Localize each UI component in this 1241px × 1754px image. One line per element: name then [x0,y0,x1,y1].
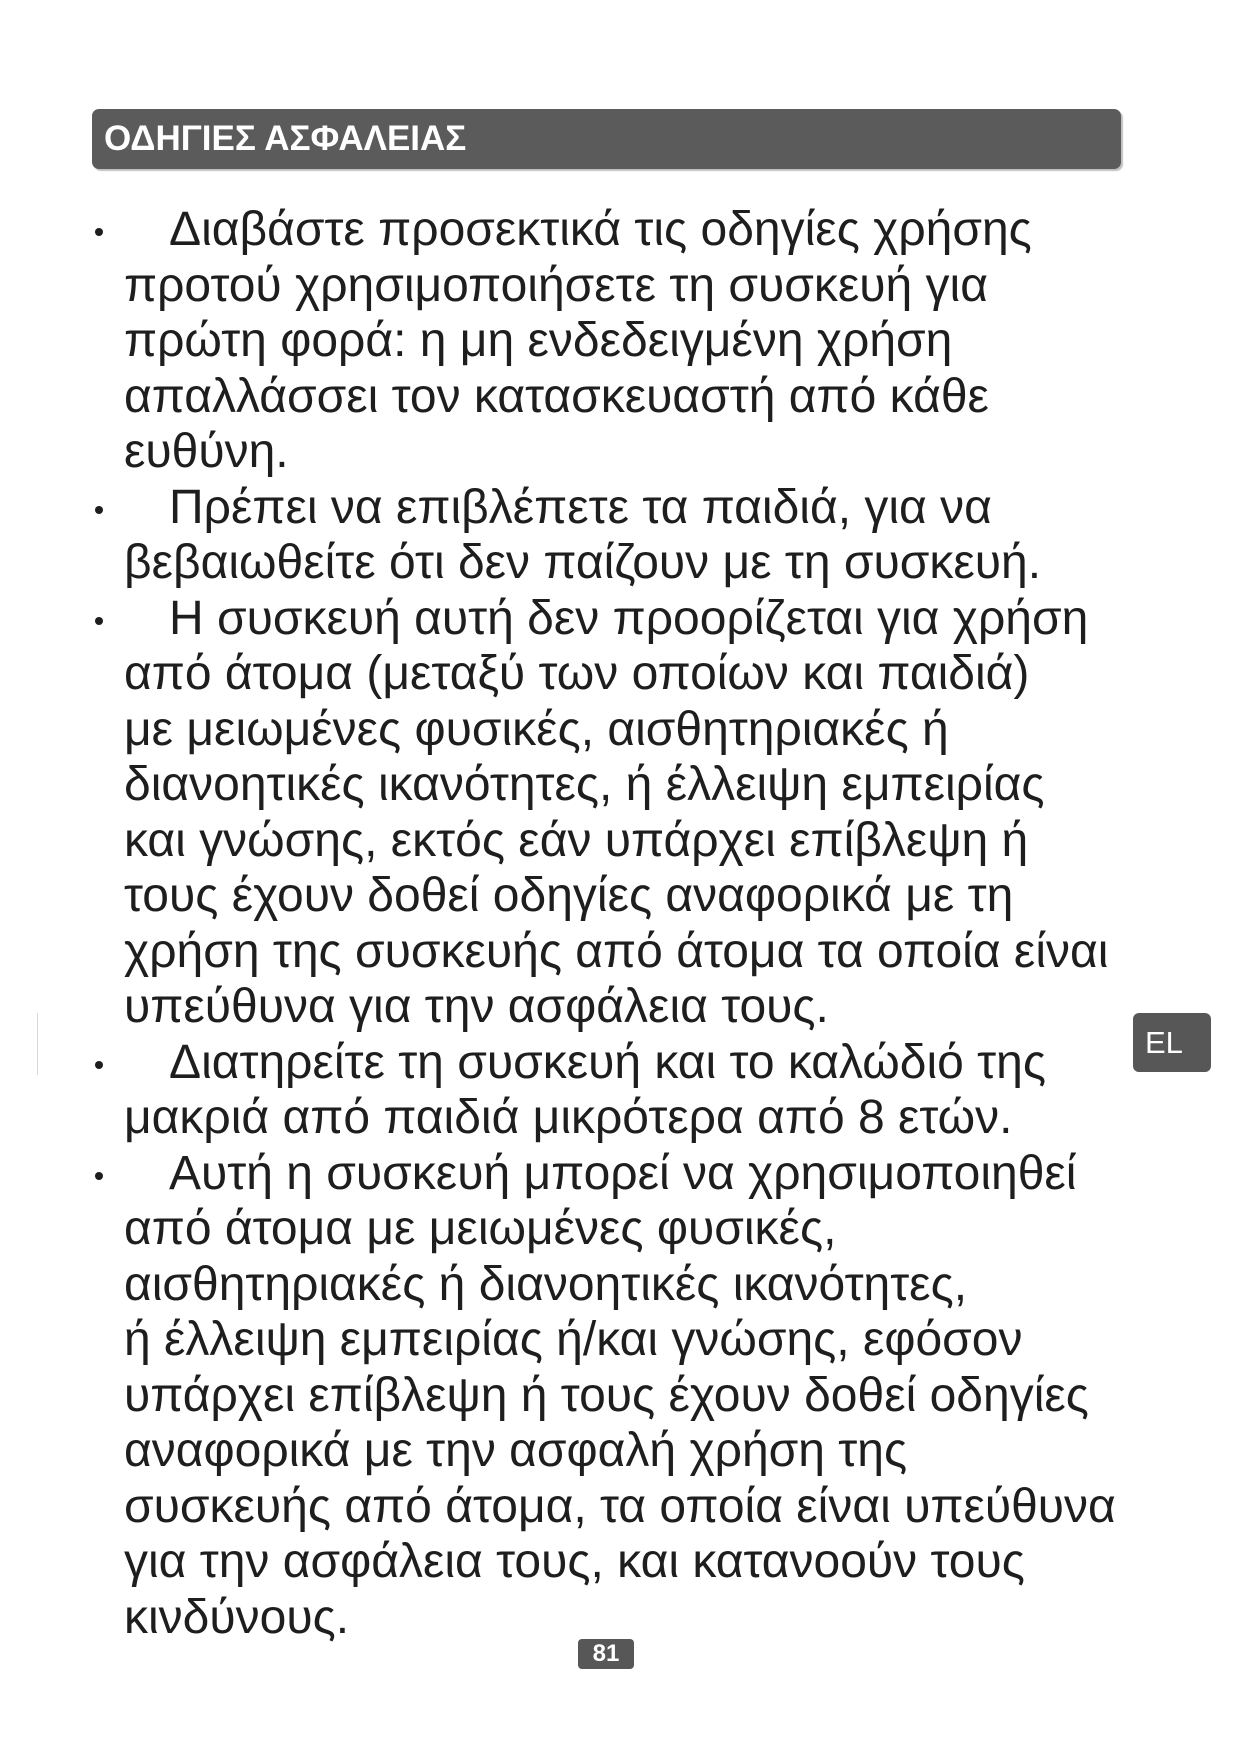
list-item-line: από άτομα (μεταξύ των οποίων και παιδιά) [124,647,1030,700]
list-item-line: κινδύνους. [124,1590,350,1644]
bullet-marker [95,617,103,625]
list-item [0,1146,1241,1646]
list-item [0,591,1241,1035]
bullet-marker [95,1172,103,1180]
list-item-line: αναφορικά με την ασφαλή χρήση της [124,1424,908,1477]
list-item-line: ευθύνη. [124,425,289,478]
list-item-line: προτού χρησιμοποιήσετε τη συσκευή για [124,258,988,312]
list-item-line: Η συσκευή αυτή δεν προορίζεται για χρήση [169,591,1089,645]
list-item-line: για την ασφάλεια τους, και κατανοούν τους [124,1535,1025,1588]
list-item-line: συσκευής από άτομα, τα οποία είναι υπεύθυνα [124,1479,1116,1533]
language-tab [1133,1013,1211,1072]
list-item-line: και γνώσης, εκτός εάν υπάρχει επίβλεψη ή [124,813,1029,867]
language-tab-label: EL [1145,1025,1183,1060]
page-number: 81 [578,1639,634,1669]
list-item-line: διανοητικές ικανότητες, ή έλλειψη εμπειρίας [124,758,1045,811]
section-title: ΟΔΗΓΙΕΣ ΑΣΦΑΛΕΙΑΣ [104,119,467,158]
section-header [92,109,1121,169]
list-item [0,202,1241,480]
list-item-line: υπεύθυνα για την ασφάλεια τους. [124,980,829,1033]
list-item-line: τους έχουν δοθεί οδηγίες αναφορικά με τη [124,869,1014,922]
bullet-marker [95,1061,103,1069]
list-item-line: υπάρχει επίβλεψη ή τους έχουν δοθεί οδηγίες [124,1368,1089,1422]
list-item-line: χρήση της συσκευής από άτομα τα οποία είναι [124,924,1109,978]
list-item-line: ή έλλειψη εμπειρίας ή/και γνώσης, εφόσον [124,1313,1023,1366]
list-item [0,480,1241,591]
list-item-line: Διατηρείτε τη συσκευή και το καλώδιό της [169,1035,1046,1089]
list-item-line: απαλλάσσει τον κατασκευαστή από κάθε [124,369,989,423]
list-item-line: Αυτή η συσκευή μπορεί να χρησιμοποιηθεί [169,1146,1077,1200]
list-item [0,1035,1241,1146]
list-item-line: πρώτη φορά: η μη ενδεδειγμένη χρήση [124,314,953,367]
list-item-line: Διαβάστε προσεκτικά τις οδηγίες χρήσης [169,203,1032,256]
list-item-line: από άτομα με μειωμένες φυσικές, [124,1202,837,1255]
list-item-line: βεβαιωθείτε ότι δεν παίζουν με τη συσκευή. [124,536,1042,589]
list-item-line: Πρέπει να επιβλέπετε τα παιδιά, για να [169,480,992,534]
list-item-line: με μειωμένες φυσικές, αισθητηριακές ή [124,702,949,756]
safety-instructions-list [0,202,1241,1645]
list-item-line: μακριά από παιδιά μικρότερα από 8 ετών. [124,1091,1013,1144]
list-item-line: αισθητηριακές ή διανοητικές ικανότητες, [124,1257,968,1311]
bullet-marker [95,506,103,514]
bullet-marker [95,228,103,236]
